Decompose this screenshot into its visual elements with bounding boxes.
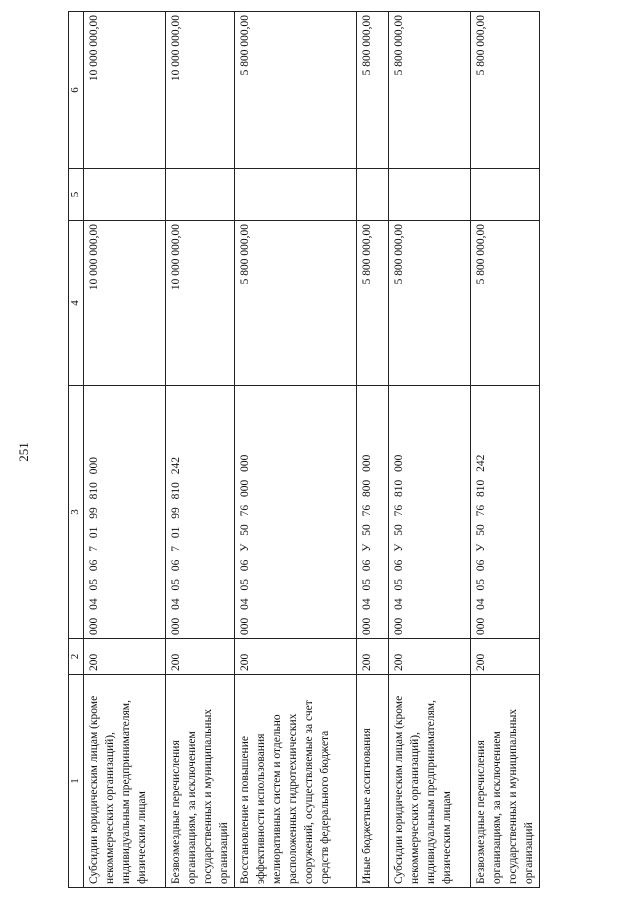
header-cell-4: 4 bbox=[69, 221, 84, 386]
row-col6: 10 000 000,00 bbox=[166, 12, 235, 169]
table-row bbox=[235, 12, 357, 888]
row-name: Безвозмездные перечисления организациям, за исключением государственных и муниципальных организаций bbox=[166, 675, 235, 888]
budget-table bbox=[68, 11, 540, 888]
row-admin: 200 bbox=[84, 639, 166, 675]
row-admin: 200 bbox=[235, 639, 357, 675]
row-col4: 5 800 000,00 bbox=[471, 221, 540, 386]
table-row bbox=[84, 12, 166, 888]
row-name: Субсидии юридическим лицам (кроме некоммерческих организаций), индивидуальным предпринимателям, физическим лицам bbox=[84, 675, 166, 888]
row-name: Субсидии юридическим лицам (кроме некоммерческих организаций), индивидуальным предпринимателям, физическим лицам bbox=[389, 675, 471, 888]
table-row bbox=[166, 12, 235, 888]
row-col5 bbox=[357, 169, 389, 221]
table-row bbox=[471, 12, 540, 888]
row-col5 bbox=[235, 169, 357, 221]
header-cell-2: 2 bbox=[69, 639, 84, 675]
row-col4: 5 800 000,00 bbox=[235, 221, 357, 386]
row-admin: 200 bbox=[389, 639, 471, 675]
header-cell-1: 1 bbox=[69, 675, 84, 888]
table-header-row bbox=[69, 12, 84, 888]
row-code: 000 04 05 06 У 50 76 810 000 bbox=[389, 386, 471, 639]
table-row bbox=[357, 12, 389, 888]
page-number: 251 bbox=[16, 442, 31, 462]
row-admin: 200 bbox=[471, 639, 540, 675]
row-name: Восстановление и повышение эффективности использования мелиоративных систем и отдельно расположенных гидротехнических сооружений, осуществляемые за счет средств федерального бюджета bbox=[235, 675, 357, 888]
row-col5 bbox=[471, 169, 540, 221]
row-col4: 10 000 000,00 bbox=[84, 221, 166, 386]
row-col6: 5 800 000,00 bbox=[471, 12, 540, 169]
row-code: 000 04 05 06 У 50 76 000 000 bbox=[235, 386, 357, 639]
row-name: Безвозмездные перечисления организациям, за исключением государственных и муниципальных организаций bbox=[471, 675, 540, 888]
row-col4: 5 800 000,00 bbox=[389, 221, 471, 386]
row-col5 bbox=[84, 169, 166, 221]
row-name: Иные бюджетные ассигнования bbox=[357, 675, 389, 888]
header-cell-3: 3 bbox=[69, 386, 84, 639]
row-col5 bbox=[389, 169, 471, 221]
row-code: 000 04 05 06 7 01 99 810 000 bbox=[84, 386, 166, 639]
row-col6: 5 800 000,00 bbox=[389, 12, 471, 169]
row-admin: 200 bbox=[357, 639, 389, 675]
header-cell-5: 5 bbox=[69, 169, 84, 221]
row-admin: 200 bbox=[166, 639, 235, 675]
header-cell-6: 6 bbox=[69, 12, 84, 169]
row-col6: 5 800 000,00 bbox=[235, 12, 357, 169]
row-col6: 5 800 000,00 bbox=[357, 12, 389, 169]
row-code: 000 04 05 06 У 50 76 810 242 bbox=[471, 386, 540, 639]
document-table-frame bbox=[68, 12, 640, 884]
table-row bbox=[389, 12, 471, 888]
row-col5 bbox=[166, 169, 235, 221]
row-code: 000 04 05 06 У 50 76 800 000 bbox=[357, 386, 389, 639]
row-col4: 10 000 000,00 bbox=[166, 221, 235, 386]
row-code: 000 04 05 06 7 01 99 810 242 bbox=[166, 386, 235, 639]
row-col4: 5 800 000,00 bbox=[357, 221, 389, 386]
row-col6: 10 000 000,00 bbox=[84, 12, 166, 169]
